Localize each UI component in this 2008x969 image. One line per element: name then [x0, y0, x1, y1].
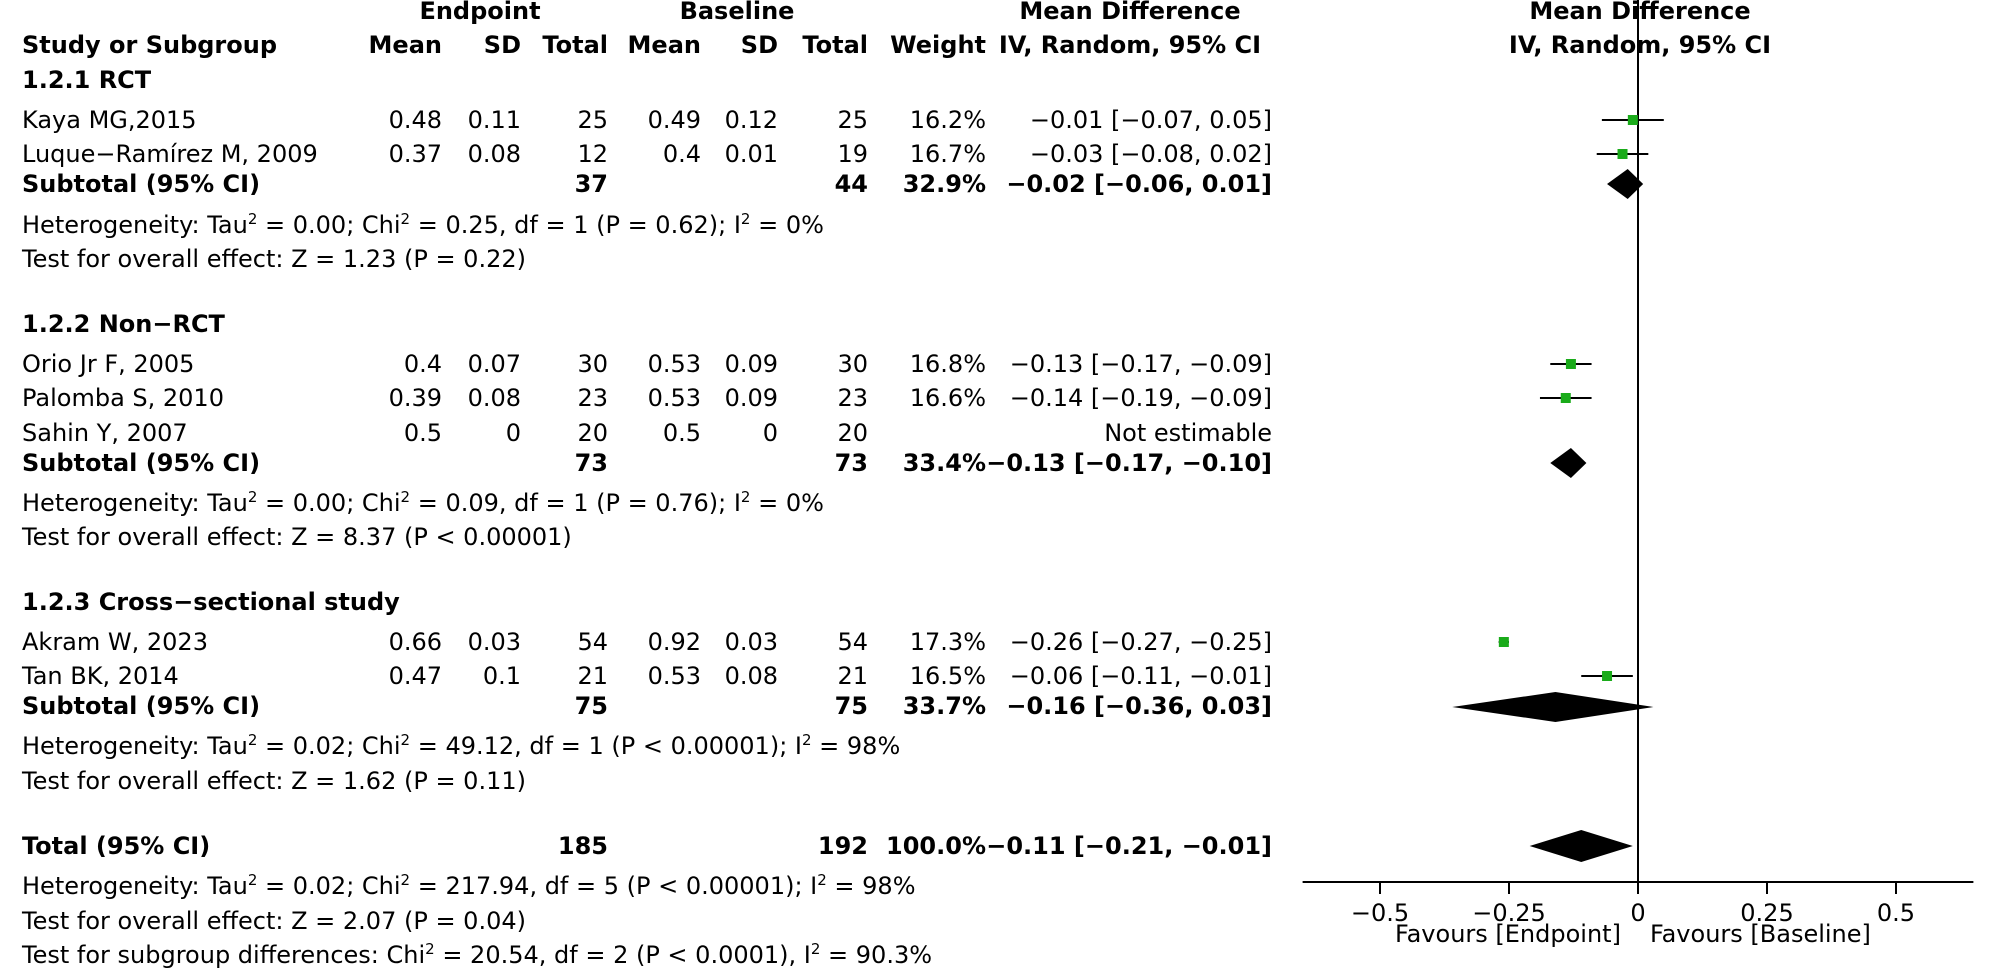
subtotal-ci: −0.02 [−0.06, 0.01] — [1006, 170, 1272, 198]
weight-cell: 16.7% — [909, 140, 986, 168]
total2-cell: 23 — [837, 384, 868, 412]
subtotal-weight: 32.9% — [902, 170, 986, 198]
total-total1: 185 — [557, 832, 608, 860]
group2-header: Baseline — [679, 0, 795, 25]
total-ci: −0.11 [−0.21, −0.01] — [986, 832, 1272, 860]
mean1-cell: 0.5 — [403, 419, 442, 447]
ci-cell: −0.14 [−0.19, −0.09] — [1009, 384, 1272, 412]
subtotal-total2: 44 — [834, 170, 868, 198]
heterogeneity-text: Heterogeneity: Tau$^2$ = 0.02; Chi$^2$ = 49.12, df = 1 (P < 0.00001); $I^2 = 98\%$ — [22, 731, 901, 760]
total1-cell: 21 — [577, 662, 608, 690]
subtotal-weight: 33.4% — [902, 449, 986, 477]
mean2-cell: 0.5 — [662, 419, 701, 447]
study-marker — [1628, 115, 1638, 125]
favours-left-label: Favours [Endpoint] — [1395, 920, 1621, 948]
mean1-cell: 0.48 — [388, 106, 442, 134]
sd1-cell: 0.07 — [467, 350, 521, 378]
sd1-cell: 0.11 — [467, 106, 521, 134]
pooled-diamond — [1530, 830, 1633, 862]
ci-cell: −0.03 [−0.08, 0.02] — [1029, 140, 1272, 168]
sd1-cell: 0.03 — [467, 628, 521, 656]
mean1-cell: 0.66 — [388, 628, 442, 656]
sd2-cell: 0 — [762, 419, 778, 447]
subtotal-total2: 73 — [834, 449, 868, 477]
study-name: Kaya MG,2015 — [22, 106, 197, 134]
ci-cell: −0.06 [−0.11, −0.01] — [1009, 662, 1272, 690]
sd2-cell: 0.03 — [724, 628, 778, 656]
sd1-cell: 0.1 — [482, 662, 521, 690]
sd1-cell: 0.08 — [467, 140, 521, 168]
total2-cell: 30 — [837, 350, 868, 378]
x-tick-label: 0.5 — [1876, 899, 1916, 927]
total-heterogeneity-text: Heterogeneity: Tau$^2$ = 0.02; Chi$^2$ = 217.94, df = 5 (P < 0.00001); $I^2 = 98\%$ — [22, 871, 916, 900]
subtotal-label: Subtotal (95% CI) — [22, 449, 261, 477]
heterogeneity-text: Heterogeneity: Tau$^2$ = 0.00; Chi$^2$ = 0.09, df = 1 (P = 0.76); $I^2 = 0\%$ — [22, 488, 824, 517]
study-column-header: Study or Subgroup — [22, 31, 278, 59]
sd2-cell: 0.12 — [724, 106, 778, 134]
mean2-header: Mean — [627, 31, 701, 59]
subtotal-weight: 33.7% — [902, 692, 986, 720]
overall-effect-text: Test for overall effect: Z = 8.37 (P < 0.00001) — [22, 523, 572, 551]
total-weight: 100.0% — [886, 832, 986, 860]
subtotal-label: Subtotal (95% CI) — [22, 692, 261, 720]
md-sub-left: IV, Random, 95% CI — [998, 31, 1262, 59]
x-tick-label: 0.25 — [1740, 899, 1794, 927]
study-marker — [1566, 359, 1576, 369]
x-tick-label: −0.5 — [1350, 899, 1410, 927]
total-total2: 192 — [817, 832, 868, 860]
subtotal-total2: 75 — [834, 692, 868, 720]
pooled-diamond — [1550, 448, 1586, 478]
md-title-right: Mean Difference — [1529, 0, 1751, 25]
total2-cell: 21 — [837, 662, 868, 690]
subtotal-total1: 73 — [574, 449, 608, 477]
weight-cell: 17.3% — [909, 628, 986, 656]
sd2-cell: 0.08 — [724, 662, 778, 690]
study-name: Tan BK, 2014 — [22, 662, 179, 690]
mean2-cell: 0.53 — [647, 384, 701, 412]
total1-header: Total — [542, 31, 608, 59]
total2-cell: 25 — [837, 106, 868, 134]
study-marker — [1602, 671, 1612, 681]
study-name: Sahin Y, 2007 — [22, 419, 188, 447]
study-marker — [1561, 393, 1571, 403]
ci-cell: −0.26 [−0.27, −0.25] — [1009, 628, 1272, 656]
weight-cell: 16.6% — [909, 384, 986, 412]
total2-cell: 54 — [837, 628, 868, 656]
mean2-cell: 0.49 — [647, 106, 701, 134]
total1-cell: 12 — [577, 140, 608, 168]
subgroup-differences-text: Test for subgroup differences: Chi$^2$ = 20.54, df = 2 (P < 0.0001), $I^2 = 90.3\%$ — [22, 940, 933, 969]
weight-cell: 16.2% — [909, 106, 986, 134]
mean1-cell: 0.4 — [403, 350, 442, 378]
study-marker — [1618, 149, 1628, 159]
subgroup-title: 1.2.1 RCT — [22, 66, 152, 94]
group1-header: Endpoint — [419, 0, 541, 25]
sd2-cell: 0.09 — [724, 350, 778, 378]
weight-header: Weight — [890, 31, 986, 59]
study-marker — [1499, 637, 1509, 647]
mean1-cell: 0.37 — [388, 140, 442, 168]
subtotal-total1: 37 — [574, 170, 608, 198]
x-tick-label: −0.25 — [1472, 899, 1546, 927]
sd1-cell: 0.08 — [467, 384, 521, 412]
study-name: Akram W, 2023 — [22, 628, 208, 656]
mean2-cell: 0.92 — [647, 628, 701, 656]
total2-cell: 20 — [837, 419, 868, 447]
sd1-cell: 0 — [505, 419, 521, 447]
subgroup-title: 1.2.2 Non−RCT — [22, 310, 225, 338]
subtotal-ci: −0.16 [−0.36, 0.03] — [1006, 692, 1272, 720]
x-tick-label: 0 — [1630, 899, 1646, 927]
subtotal-total1: 75 — [574, 692, 608, 720]
ci-cell: Not estimable — [1104, 419, 1272, 447]
total1-cell: 20 — [577, 419, 608, 447]
subtotal-label: Subtotal (95% CI) — [22, 170, 261, 198]
subtotal-ci: −0.13 [−0.17, −0.10] — [986, 449, 1272, 477]
total-overall-effect-text: Test for overall effect: Z = 2.07 (P = 0.04) — [22, 907, 526, 935]
mean1-cell: 0.39 — [388, 384, 442, 412]
mean2-cell: 0.53 — [647, 662, 701, 690]
sd2-cell: 0.09 — [724, 384, 778, 412]
overall-effect-text: Test for overall effect: Z = 1.62 (P = 0.11) — [22, 767, 526, 795]
mean2-cell: 0.53 — [647, 350, 701, 378]
weight-cell: 16.8% — [909, 350, 986, 378]
subgroup-title: 1.2.3 Cross−sectional study — [22, 588, 400, 616]
total2-header: Total — [802, 31, 868, 59]
overall-effect-text: Test for overall effect: Z = 1.23 (P = 0.22) — [22, 245, 526, 273]
total1-cell: 23 — [577, 384, 608, 412]
md-title-left: Mean Difference — [1019, 0, 1241, 25]
total-label: Total (95% CI) — [22, 832, 211, 860]
total1-cell: 25 — [577, 106, 608, 134]
study-name: Palomba S, 2010 — [22, 384, 224, 412]
favours-right-label: Favours [Baseline] — [1650, 920, 1871, 948]
sd2-cell: 0.01 — [724, 140, 778, 168]
ci-cell: −0.13 [−0.17, −0.09] — [1009, 350, 1272, 378]
weight-cell: 16.5% — [909, 662, 986, 690]
sd1-header: SD — [483, 31, 521, 59]
study-name: Orio Jr F, 2005 — [22, 350, 195, 378]
study-name: Luque−Ramírez M, 2009 — [22, 140, 318, 168]
total2-cell: 19 — [837, 140, 868, 168]
total1-cell: 30 — [577, 350, 608, 378]
sd2-header: SD — [740, 31, 778, 59]
total1-cell: 54 — [577, 628, 608, 656]
mean1-cell: 0.47 — [388, 662, 442, 690]
pooled-diamond — [1452, 692, 1653, 722]
ci-cell: −0.01 [−0.07, 0.05] — [1029, 106, 1272, 134]
heterogeneity-text: Heterogeneity: Tau$^2$ = 0.00; Chi$^2$ = 0.25, df = 1 (P = 0.62); $I^2 = 0\%$ — [22, 210, 824, 239]
mean2-cell: 0.4 — [662, 140, 701, 168]
md-sub-right: IV, Random, 95% CI — [1508, 31, 1772, 59]
mean1-header: Mean — [368, 31, 442, 59]
